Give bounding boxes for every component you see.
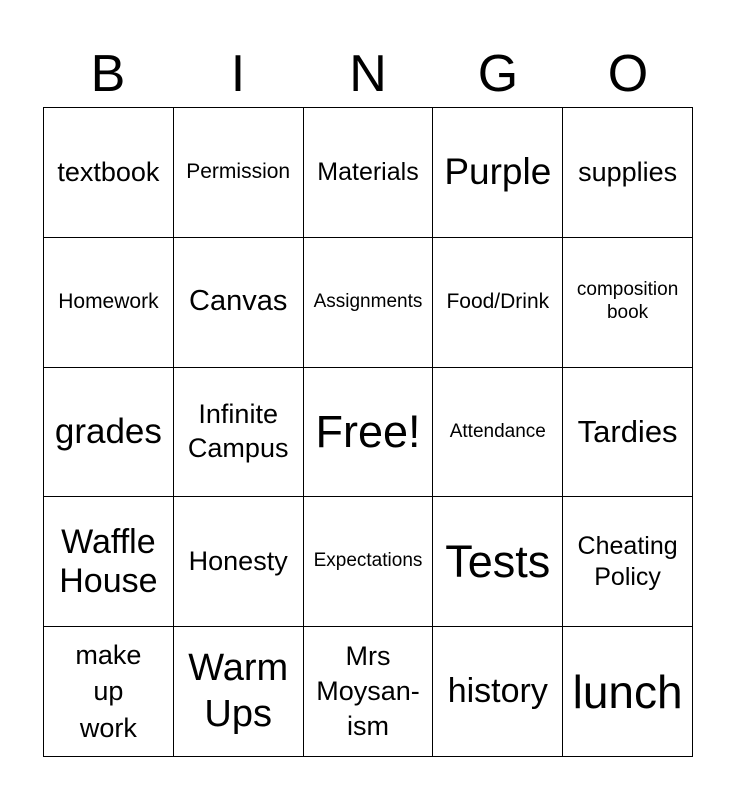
- bingo-cell[interactable]: [563, 108, 693, 238]
- header-letter-i: I: [230, 45, 246, 103]
- cell-text: Tardies: [577, 414, 678, 450]
- bingo-cell[interactable]: [174, 108, 304, 238]
- bingo-cell[interactable]: [433, 368, 563, 498]
- cell-text: supplies: [578, 156, 678, 187]
- bingo-cell[interactable]: [174, 497, 304, 627]
- cell-text: Purple: [444, 151, 552, 193]
- cell-text: Expectations: [313, 550, 423, 572]
- bingo-cell[interactable]: [433, 108, 563, 238]
- cell-text: Assignments: [313, 290, 423, 312]
- bingo-cell[interactable]: [563, 497, 693, 627]
- header-letter-n: N: [349, 45, 387, 103]
- bingo-grid: [43, 107, 693, 757]
- bingo-cell[interactable]: [563, 238, 693, 368]
- bingo-cell[interactable]: [563, 627, 693, 757]
- header-letter-o: O: [607, 45, 649, 103]
- bingo-header: [43, 44, 693, 104]
- cell-text: Waffle House: [59, 522, 158, 600]
- cell-text: Cheating Policy: [577, 531, 678, 591]
- bingo-cell[interactable]: [44, 368, 174, 498]
- cell-text: Homework: [58, 290, 159, 314]
- cell-text: composition book: [576, 279, 679, 324]
- bingo-cell[interactable]: [44, 497, 174, 627]
- bingo-cell[interactable]: [174, 627, 304, 757]
- bingo-cell[interactable]: [174, 368, 304, 498]
- free-space-cell[interactable]: [304, 368, 434, 498]
- cell-text: Food/Drink: [446, 290, 550, 314]
- bingo-cell[interactable]: [44, 627, 174, 757]
- cell-text: history: [447, 672, 548, 711]
- header-letter-b: B: [90, 45, 126, 103]
- bingo-cell[interactable]: [304, 627, 434, 757]
- bingo-cell[interactable]: [44, 108, 174, 238]
- cell-text: Materials: [317, 157, 419, 186]
- cell-text: Attendance: [449, 420, 546, 442]
- cell-text: textbook: [57, 156, 160, 187]
- bingo-cell[interactable]: [304, 108, 434, 238]
- cell-text: grades: [54, 411, 162, 451]
- cell-text: lunch: [572, 665, 683, 718]
- cell-text: Canvas: [189, 285, 288, 318]
- header-letter-g: G: [477, 45, 519, 103]
- cell-text: Infinite Campus: [187, 399, 289, 463]
- bingo-cell[interactable]: [304, 497, 434, 627]
- cell-text: make up work: [75, 639, 142, 743]
- cell-text: Honesty: [188, 545, 288, 576]
- free-space-text: Free!: [315, 406, 421, 458]
- bingo-cell[interactable]: [44, 238, 174, 368]
- bingo-cell[interactable]: [563, 368, 693, 498]
- cell-text: Warm Ups: [188, 647, 289, 735]
- bingo-cell[interactable]: [433, 627, 563, 757]
- bingo-cell[interactable]: [433, 497, 563, 627]
- bingo-cell[interactable]: [304, 238, 434, 368]
- bingo-cell[interactable]: [174, 238, 304, 368]
- cell-text: Permission: [186, 160, 291, 184]
- cell-text: Tests: [445, 536, 551, 588]
- cell-text: Mrs Moysan-ism: [316, 640, 420, 742]
- bingo-cell[interactable]: [433, 238, 563, 368]
